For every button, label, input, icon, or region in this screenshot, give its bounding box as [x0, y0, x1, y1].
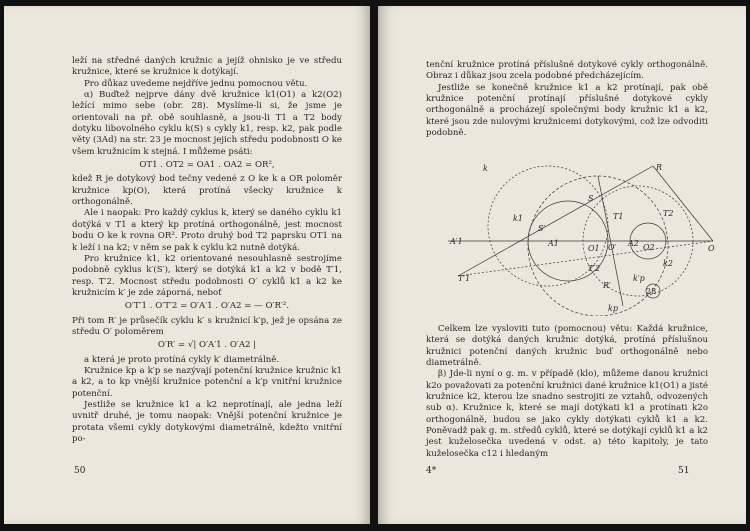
label-T1: T1: [613, 212, 624, 221]
paragraph: Celkem lze vysloviti tuto (pomocnou) větu: Každá kružnice, která se dotýká daných kružnic dotýká, protíná příslušnou kružnici potenční daných kružnic buď orthogonálně nebo diametrálně.: [426, 324, 708, 369]
paragraph: β) Jde-li nyní o g. m. v případě (klo), můžeme danou kružnici k2o považovati za potenční kružnici dané kružnice k1(O1) a jisté kružnice k2, kterou lze snadno sestrojiti ze vztahů, odvozených sub α). Kružnice k, které se mají dotýkati k1 a protínati k2o orthogonálně, budou se jako cykly dotýkati cyklů k1 a k2. Poněvadž pak g. m. středů cyklů, které se dotýkají cyklů k1 a k2 jest kuželosečka uvedená v odst. a) této kapitoly, je tato kuželosečka c12 i hledaným: [426, 369, 708, 459]
left-page: [4, 6, 370, 524]
label-Rp: R′: [603, 281, 611, 290]
signature-mark: 4*: [426, 466, 437, 476]
label-A1: A1: [548, 239, 559, 248]
paragraph: a která je proto protíná cykly k′ diametrálně.: [84, 354, 280, 365]
label-k: k: [483, 164, 488, 173]
label-T2p: T′2: [588, 264, 601, 273]
left-text: [72, 56, 342, 445]
label-T1p: T′1: [458, 274, 471, 283]
label-S: S: [588, 194, 594, 203]
paragraph: Ale i naopak: Pro každý cyklus k, který se daného cyklu k1 dotýká v T1 a který kp protíná orthogonálně, jest mocnost bodu O ke k rovna OR². Proto druhý bod T2 paprsku OT1 na k leží i na k2; v něm se pak k cyklu k2 nutně dotýká.: [72, 208, 342, 253]
paragraph: Při tom R′ je průsečík cyklu k′ s kružnicí k′p, jež je opsána ze středu O′ poloměrem: [72, 315, 342, 337]
tangent-line-3: [458, 241, 713, 276]
label-kp: kp: [608, 304, 618, 313]
label-A1p: A′1: [450, 237, 463, 246]
label-figure-number: 28: [646, 287, 657, 296]
label-k1: k1: [513, 214, 523, 223]
paragraph: Pro kružnice k1, k2 orientované nesouhlasně sestrojíme podobně cyklus k′(S′), který se dotýká k1 a k2 v bodě T′1, resp. T′2. Mocnost středu podobnosti O′ cyklů k1 a k2 ke kružnicím k′ je zde záporná, neboť: [72, 253, 342, 298]
equation: O′T′1 . O′T′2 = O′A′1 . O′A2 = — O′R′².: [124, 301, 290, 312]
label-R: R: [656, 163, 663, 172]
right-page-number: 51: [678, 466, 690, 476]
label-A2: A2: [628, 239, 639, 248]
label-kpp: k′p: [633, 274, 645, 283]
label-T2: T2: [663, 209, 674, 218]
label-O: O: [708, 244, 715, 253]
tangent-line-2: [458, 166, 653, 276]
right-top-text: [426, 60, 708, 139]
label-k2: k2: [663, 259, 673, 268]
label-O2: O2: [643, 243, 655, 252]
left-page-number: 50: [74, 466, 86, 476]
right-bottom-text: [426, 324, 708, 460]
figure-28: [438, 146, 718, 316]
label-O1: O1: [588, 244, 600, 253]
equation: O′R′ = √| O′A′1 . O′A2 |: [157, 340, 257, 351]
paragraph: tenční kružnice protíná příslušné dotykové cykly orthogonálně. Obraz i důkaz jsou zcela podobné předcházejícím.: [426, 60, 708, 82]
equation: OT1 . OT2 = OA1 . OA2 = OR²,: [139, 160, 275, 171]
paragraph: Kružnice kp a k′p se nazývají potenční kružnice kružnic k1 a k2, a to kp vnější kružnice potenční a k′p vnitřní kružnice potenční.: [72, 365, 342, 399]
paragraph: α) Buďtež nejprve dány dvě kružnice k1(O1) a k2(O2) ležící mimo sebe (obr. 28). Myslíme-li si, že jsme je orientovali na př. obě souhlasně, a jsou-li T1 a T2 body dotyku libovolného cyklu k(S) s cykly k1, resp. k2, pak podle věty (3Ad) na str. 23 je mocnost jejich středu podobnosti O ke všem kružnicím k stejná. I můžeme psáti:: [72, 90, 342, 157]
paragraph: leží na středné daných kružnic a jejíž ohnisko je ve středu kružnice, které se kružnice k dotýkají.: [72, 56, 342, 78]
paragraph: Jestliže se konečně kružnice k1 a k2 protínají, pak obě kružnice potenční protínají příslušné dotykové cykly orthogonálně a procházejí společnými body kružnic k1 a k2, které jsou zde nulovými kružnicemi dotykovými, což lze odvoditi podobně.: [426, 82, 708, 139]
right-page: [378, 6, 746, 524]
paragraph: Jestliže se kružnice k1 a k2 neprotínají, ale jedna leží uvnitř druhé, je tomu naopak: Vnější potenční kružnice je protata všemi cykly dotykovými diametrálně, kdežto vnitřní po-: [72, 399, 342, 444]
paragraph: kdež R je dotykový bod tečny vedené z O ke k a OR poloměr kružnice kp(O), která protíná všecky kružnice k orthogonálně.: [72, 174, 342, 208]
label-Op: O′: [608, 243, 617, 252]
paragraph: Pro důkaz uvedeme nejdříve jednu pomocnou větu.: [84, 78, 308, 89]
label-Sp: S′: [538, 224, 546, 233]
